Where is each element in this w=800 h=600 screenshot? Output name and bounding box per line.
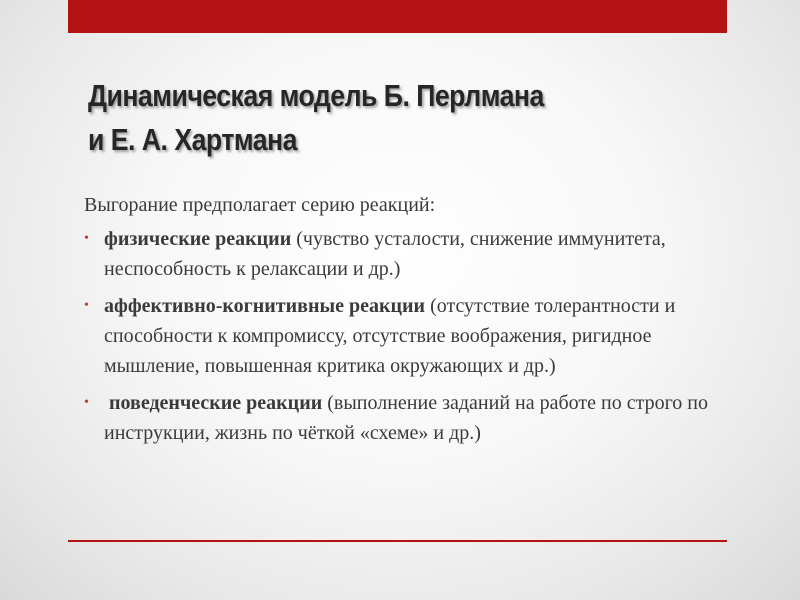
bullet-list — [80, 224, 720, 448]
bullet-text: (чувство усталости, снижение иммунитета, неспособность к релаксации и др.) — [104, 228, 666, 280]
bullet-icon: • — [84, 395, 89, 410]
title-line-2: и Е. А. Хартмана — [88, 122, 297, 157]
bottom-accent-line — [68, 540, 727, 542]
slide-title — [88, 74, 638, 162]
bullet-item — [80, 224, 720, 284]
bullet-bold-text: физические реакции — [104, 228, 292, 250]
bullet-item — [80, 388, 720, 448]
title-line-1: Динамическая модель Б. Перлмана — [88, 78, 544, 113]
slide-content — [80, 190, 720, 455]
bullet-icon: • — [84, 298, 89, 313]
bullet-text: (отсутствие толерантности и способности к компромиссу, отсутствие воображения, ригидное мышление, повышенная критика окружающих и др.) — [104, 295, 676, 377]
top-accent-bar — [68, 0, 727, 33]
bullet-item — [80, 291, 720, 381]
bullet-bold-text: аффективно-когнитивные реакции — [104, 295, 426, 317]
bullet-text: (выполнение заданий на работе по строго по инструкции, жизнь по чёткой «схеме» и др.) — [104, 392, 708, 444]
bullet-bold-text: поведенческие реакции — [109, 392, 323, 414]
bullet-icon: • — [84, 231, 89, 246]
intro-text: Выгорание предполагает серию реакций: — [84, 194, 436, 216]
